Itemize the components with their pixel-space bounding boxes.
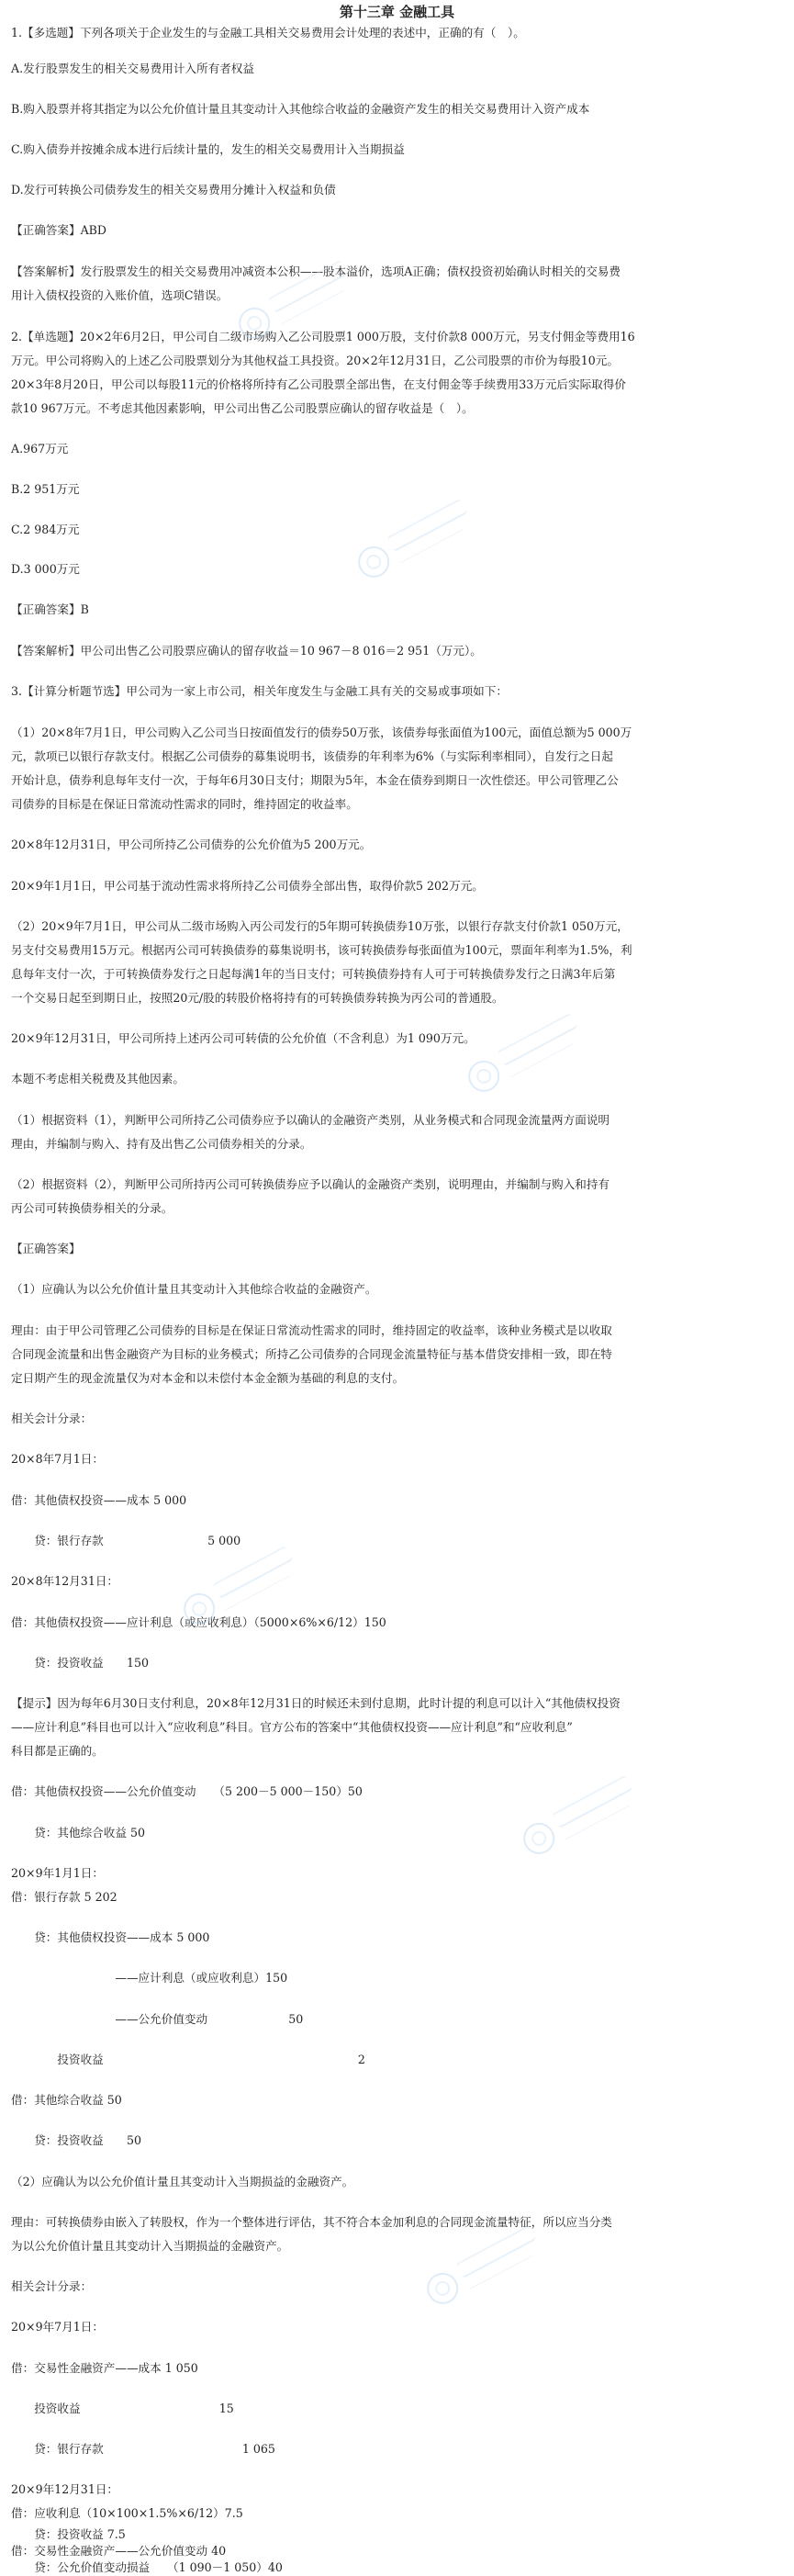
journal-date-2-text: 20×8年12月31日：	[11, 1574, 119, 1588]
journal-entry-3-credit	[11, 1824, 782, 1841]
question-3-material-2-line-3-text: 息每年支付一次，于可转换债券发行之日起每满1年的当日支付；可转换债券持有人可于可转换债券发行之日满3年后第	[11, 967, 616, 981]
question-2-answer-text: 【正确答案】B	[11, 602, 89, 616]
question-3-answer-1-reason-1-text: 理由：由于甲公司管理乙公司债券的目标是在保证日常流动性需求的同时，维持固定的收益率，该种业务模式是以收取	[11, 1323, 612, 1337]
question-3-note-text: 本题不考虑相关税费及其他因素。	[11, 1072, 185, 1086]
question-3-material-2-line-4	[11, 989, 782, 1007]
question-2-option-d	[11, 560, 782, 578]
question-3-material-2-line-5-text: 20×9年12月31日，甲公司所持上述丙公司可转债的公允价值（不含利息）为1 090万元。	[11, 1031, 475, 1045]
journal-entry-4-credit-3	[11, 2010, 782, 2028]
journal-date-3-text: 20×9年1月1日：	[11, 1866, 104, 1880]
journal-entry-5-credit	[11, 2132, 782, 2149]
watermark-logo	[342, 483, 501, 607]
question-2-line-2-text: 万元。甲公司将购入的上述乙公司股票划分为其他权益工具投资。20×2年12月31日，乙公司股票的市价为每股10元。	[11, 354, 619, 367]
journal-entry-2-credit-text: 贷：投资收益 150	[11, 1656, 149, 1670]
question-2-line-4	[11, 399, 782, 417]
journal-entry-8-credit	[11, 2559, 782, 2576]
question-3-requirement-2-line-1	[11, 1176, 782, 1193]
journal-entry-2-debit-text: 借：其他债权投资——应计利息（或应收利息）（5000×6%×6/12）150	[11, 1615, 386, 1629]
question-2-option-b	[11, 480, 782, 498]
journal-date-4	[11, 2318, 782, 2335]
question-3-material-2-line-1	[11, 917, 782, 935]
watermark-graphic	[453, 997, 611, 1121]
journal-entry-7-debit-text: 借：应收利息（10×100×1.5%×6/12）7.5	[11, 2506, 243, 2520]
question-1-line-1	[11, 24, 782, 41]
journal-entry-7-credit-text: 贷：投资收益 7.5	[11, 2527, 126, 2541]
question-1-option-b-text: B.购入股票并将其指定为以公允价值计量且其变动计入其他综合收益的金融资产发生的相关交易费用计入资产成本	[11, 102, 590, 116]
journal-entry-6-credit-text: 贷：银行存款 1 065	[11, 2442, 275, 2456]
tip-line-3-text: 科目都是正确的。	[11, 1744, 104, 1758]
question-3-answer-2-reason-1-text: 理由：可转换债券由嵌入了转股权，作为一个整体进行评估，其不符合本金加利息的合同现金流量特征，所以应当分类	[11, 2215, 612, 2229]
question-2-line-4-text: 款10 967万元。不考虑其他因素影响，甲公司出售乙公司股票应确认的留存收益是（ ）。	[11, 401, 474, 415]
question-2-line-1-text: 2.【单选题】20×2年6月2日，甲公司自二级市场购入乙公司股票1 000万股，支付价款8 000万元，另支付佣金等费用16	[11, 330, 635, 343]
tip-line-2	[11, 1718, 782, 1736]
question-3-answer-2-heading	[11, 2173, 782, 2190]
journal-entry-6-credit	[11, 2440, 782, 2458]
question-3-requirement-2-line-2-text: 丙公司可转换债券相关的分录。	[11, 1201, 173, 1215]
question-2-line-3-text: 20×3年8月20日，甲公司以每股11元的价格将所持有乙公司股票全部出售，在支付佣金等手续费用33万元后实际取得价	[11, 377, 626, 391]
journal-entry-8-debit-text: 借：交易性金融资产——公允价值变动 40	[11, 2544, 227, 2558]
question-3-material-1-line-2-text: 元，款项已以银行存款支付。根据乙公司债券的募集说明书，该债券的年利率为6%（与实际利率相同），自发行之日起	[11, 749, 613, 763]
question-1-answer-text: 【正确答案】ABD	[11, 223, 107, 237]
journal-heading-2	[11, 2278, 782, 2295]
question-3-material-1-line-4	[11, 795, 782, 813]
question-2-option-a	[11, 440, 782, 457]
question-3-answer-1-heading	[11, 1280, 782, 1298]
question-1-option-d	[11, 181, 782, 198]
question-3-material-1-line-4-text: 司债券的目标是在保证日常流动性需求的同时，维持固定的收益率。	[11, 797, 358, 811]
question-2-option-c-text: C.2 984万元	[11, 523, 80, 536]
question-2-answer	[11, 601, 782, 618]
question-1-option-a	[11, 60, 782, 77]
journal-entry-7-credit	[11, 2525, 782, 2543]
question-3-material-1-line-3-text: 开始计息，债券利息每年支付一次，于每年6月30日支付；期限为5年，本金在债券到期日一次性偿还。甲公司管理乙公	[11, 773, 619, 787]
question-3-answer-heading	[11, 1240, 782, 1257]
journal-entry-4-credit-1-text: 贷：其他债权投资——成本 5 000	[11, 1930, 210, 1944]
question-3-material-2-line-2	[11, 941, 782, 959]
question-3-answer-2-reason-1	[11, 2213, 782, 2231]
chapter-title: 第十三章 金融工具	[339, 4, 455, 20]
tip-line-1-text: 【提示】因为每年6月30日支付利息，20×8年12月31日的时候还未到付息期，此时计提的利息可以计入“其他债权投资	[11, 1696, 621, 1710]
question-2-line-3	[11, 376, 782, 393]
journal-entry-4-credit-4-text: 投资收益 2	[11, 2053, 365, 2066]
journal-heading-1-text: 相关会计分录：	[11, 1412, 93, 1425]
question-3-answer-1-reason-3	[11, 1369, 782, 1387]
journal-entry-4-credit-3-text: ——公允价值变动 50	[11, 2012, 304, 2026]
question-3-answer-2-heading-text: （2）应确认为以公允价值计量且其变动计入当期损益的金融资产。	[11, 2175, 354, 2188]
question-1-option-b	[11, 100, 782, 118]
question-3-material-1-line-5	[11, 836, 782, 853]
journal-entry-8-credit-text: 贷：公允价值变动损益 （1 090－1 050）40	[11, 2560, 283, 2574]
question-3-answer-1-reason-1	[11, 1322, 782, 1339]
tip-line-2-text: ——应计利息”科目也可以计入“应收利息”科目。官方公布的答案中“其他债权投资——应计利息”和“应收利息”	[11, 1720, 573, 1734]
journal-heading-1	[11, 1410, 782, 1427]
journal-entry-5-debit	[11, 2091, 782, 2109]
question-1-answer	[11, 221, 782, 239]
journal-entry-4-debit	[11, 1888, 782, 1906]
journal-entry-5-credit-text: 贷：投资收益 50	[11, 2133, 141, 2147]
journal-entry-3-credit-text: 贷：其他综合收益 50	[11, 1826, 145, 1839]
question-1-line-1-text: 1.【多选题】下列各项关于企业发生的与金融工具相关交易费用会计处理的表述中，正确的有（ ）。	[11, 26, 525, 39]
journal-date-4-text: 20×9年7月1日：	[11, 2320, 104, 2334]
question-2-analysis	[11, 642, 782, 659]
question-2-line-1	[11, 328, 782, 345]
question-3-material-1-line-3	[11, 771, 782, 789]
question-3-requirement-2-line-1-text: （2）根据资料（2），判断甲公司所持丙公司可转换债券应予以确认的金融资产类别，说明理由，并编制与购入和持有	[11, 1177, 610, 1191]
tip-line-3	[11, 1742, 782, 1760]
question-1-analysis-2	[11, 287, 782, 304]
question-3-requirement-1-line-1	[11, 1111, 782, 1129]
journal-entry-2-credit	[11, 1654, 782, 1671]
question-2-analysis-text: 【答案解析】甲公司出售乙公司股票应确认的留存收益＝10 967－8 016＝2 951（万元）。	[11, 644, 482, 658]
question-3-material-2-line-5	[11, 1029, 782, 1047]
journal-entry-4-credit-4	[11, 2051, 782, 2068]
journal-heading-2-text: 相关会计分录：	[11, 2279, 93, 2293]
question-2-option-c	[11, 521, 782, 538]
journal-entry-3-debit-text: 借：其他债权投资——公允价值变动 （5 200－5 000－150）50	[11, 1784, 363, 1798]
journal-entry-6-debit-2-text: 投资收益 15	[11, 2402, 234, 2415]
question-3-material-1-line-6-text: 20×9年1月1日，甲公司基于流动性需求将所持乙公司债券全部出售，取得价款5 202万元。	[11, 879, 484, 893]
question-1-analysis-1-text: 【答案解析】发行股票发生的相关交易费用冲减资本公积——股本溢价，选项A正确；债权投资初始确认时相关的交易费	[11, 264, 621, 278]
question-3-material-1-line-6	[11, 877, 782, 894]
journal-entry-1-credit	[11, 1532, 782, 1549]
question-3-answer-1-reason-2	[11, 1345, 782, 1363]
question-3-material-1-line-1-text: （1）20×8年7月1日，甲公司购入乙公司当日按面值发行的债券50万张，该债券每张面值为100元，面值总额为5 000万	[11, 726, 632, 739]
question-2-option-d-text: D.3 000万元	[11, 562, 80, 576]
question-3-requirement-1-line-2	[11, 1135, 782, 1153]
question-3-material-1-line-1	[11, 724, 782, 741]
question-1-analysis-1	[11, 263, 782, 280]
journal-date-5-text: 20×9年12月31日：	[11, 2482, 119, 2496]
question-3-material-2-line-2-text: 另支付交易费用15万元。根据丙公司可转换债券的募集说明书，该可转换债券每张面值为100元，票面年利率为1.5%，利	[11, 943, 632, 957]
journal-date-5	[11, 2480, 782, 2498]
question-1-option-d-text: D.发行可转换公司债券发生的相关交易费用分摊计入权益和负债	[11, 183, 336, 197]
question-2-line-2	[11, 352, 782, 369]
question-3-line-1	[11, 682, 782, 700]
question-1-option-c	[11, 141, 782, 158]
question-3-answer-2-reason-2	[11, 2237, 782, 2255]
question-3-requirement-1-line-2-text: 理由，并编制与购入、持有及出售乙公司债券相关的分录。	[11, 1137, 312, 1151]
journal-entry-1-debit-text: 借：其他债权投资——成本 5 000	[11, 1493, 187, 1507]
question-3-material-2-line-1-text: （2）20×9年7月1日，甲公司从二级市场购入丙公司发行的5年期可转换债券10万张，以银行存款支付价款1 050万元，	[11, 919, 629, 933]
question-3-line-1-text: 3.【计算分析题节选】甲公司为一家上市公司，相关年度发生与金融工具有关的交易或事项如下：	[11, 684, 508, 698]
question-2-option-b-text: B.2 951万元	[11, 482, 80, 496]
question-3-requirement-1-line-1-text: （1）根据资料（1），判断甲公司所持乙公司债券应予以确认的金融资产类别，从业务模式和合同现金流量两方面说明	[11, 1113, 610, 1127]
journal-date-1	[11, 1450, 782, 1468]
journal-entry-1-debit	[11, 1491, 782, 1509]
journal-entry-6-debit-1-text: 借：交易性金融资产——成本 1 050	[11, 2361, 198, 2375]
question-3-material-2-line-3	[11, 965, 782, 983]
tip-line-1	[11, 1694, 782, 1712]
journal-entry-1-credit-text: 贷：银行存款 5 000	[11, 1534, 241, 1547]
question-2-option-a-text: A.967万元	[11, 442, 69, 456]
journal-date-1-text: 20×8年7月1日：	[11, 1452, 104, 1466]
question-3-material-1-line-5-text: 20×8年12月31日，甲公司所持乙公司债券的公允价值为5 200万元。	[11, 838, 372, 851]
question-3-note	[11, 1070, 782, 1087]
question-3-material-2-line-4-text: 一个交易日起至到期日止，按照20元/股的转股价格将持有的可转换债券转换为丙公司的普通股。	[11, 991, 504, 1005]
question-1-option-a-text: A.发行股票发生的相关交易费用计入所有者权益	[11, 62, 254, 75]
journal-entry-5-debit-text: 借：其他综合收益 50	[11, 2093, 122, 2107]
question-3-answer-heading-text: 【正确答案】	[11, 1242, 81, 1255]
journal-entry-6-debit-2	[11, 2400, 782, 2417]
question-3-answer-1-reason-3-text: 定日期产生的现金流量仅为对本金和以未偿付本金金额为基础的利息的支付。	[11, 1371, 405, 1385]
watermark-logo	[453, 997, 611, 1121]
watermark-graphic	[342, 483, 501, 607]
journal-entry-7-debit	[11, 2504, 782, 2522]
question-3-answer-1-reason-2-text: 合同现金流量和出售金融资产为目标的业务模式；所持乙公司债券的合同现金流量特征与基本借贷安排相一致，即在特	[11, 1347, 612, 1361]
journal-entry-6-debit-1	[11, 2359, 782, 2377]
question-1-analysis-2-text: 用计入债权投资的入账价值，选项C错误。	[11, 288, 229, 302]
journal-entry-4-credit-2-text: ——应计利息（或应收利息）150	[11, 1971, 288, 1985]
question-3-material-1-line-2	[11, 748, 782, 765]
journal-entry-4-credit-1	[11, 1929, 782, 1946]
question-3-requirement-2-line-2	[11, 1199, 782, 1217]
question-3-answer-2-reason-2-text: 为以公允价值计量且其变动计入当期损益的金融资产。	[11, 2239, 289, 2253]
question-3-answer-1-heading-text: （1）应确认为以公允价值计量且其变动计入其他综合收益的金融资产。	[11, 1282, 377, 1296]
journal-entry-4-credit-2	[11, 1969, 782, 1986]
question-1-option-c-text: C.购入债券并按摊余成本进行后续计量的，发生的相关交易费用计入当期损益	[11, 142, 405, 156]
journal-entry-8-debit	[11, 2542, 782, 2559]
journal-entry-4-debit-text: 借：银行存款 5 202	[11, 1890, 117, 1904]
journal-entry-2-debit	[11, 1614, 782, 1631]
journal-entry-3-debit	[11, 1783, 782, 1800]
journal-date-3	[11, 1864, 782, 1882]
journal-date-2	[11, 1572, 782, 1590]
